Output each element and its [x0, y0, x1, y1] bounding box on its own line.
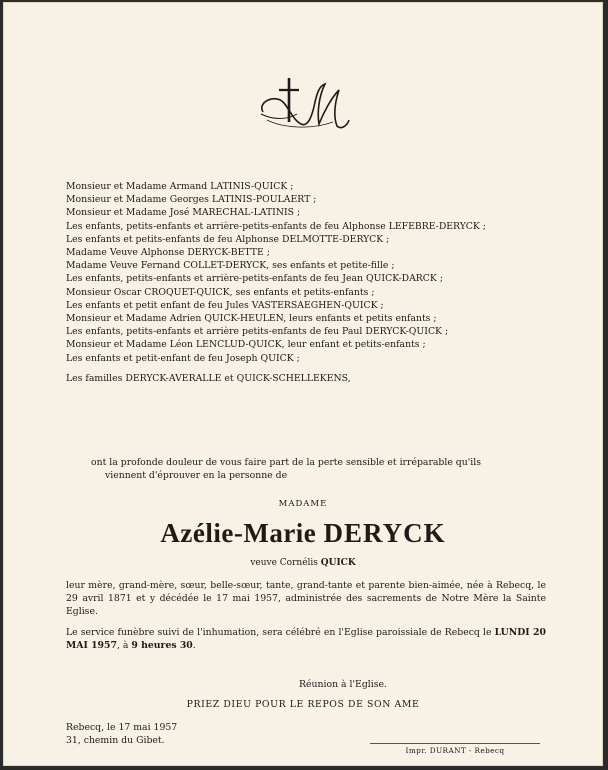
family-line-text: Monsieur et Madame Adrien [66, 313, 202, 325]
place-date-line: Rebecq, le 17 mai 1957 [66, 722, 178, 733]
honorific: MADAME [278, 499, 328, 509]
family-line [66, 325, 544, 338]
family-line-suffix: , leur enfant et petits-enfants ; [281, 339, 426, 351]
family-name: COLLET-DERYCK [183, 260, 267, 272]
family-line [66, 272, 544, 285]
service-text: Le service funèbre suivi de l'inhumation, sera célébré en l'Eglise paroissiale de Rebecq le [66, 626, 492, 638]
family-line-text: Les enfants et petits-enfants de feu Alphonse [66, 233, 280, 245]
family-line-text: Les enfants, petits-enfants et arrière-petits-enfants de feu Alphonse [66, 220, 386, 232]
family-line-text: Les enfants et petit-enfant de feu Joseph [66, 352, 258, 364]
families-suffix: , [347, 372, 351, 384]
family-name: DERYCK-QUICK [365, 326, 442, 338]
family-line [66, 220, 544, 233]
cross-monogram-icon [253, 72, 353, 142]
deceased-surname: DERYCK [323, 518, 446, 548]
printer-name: DURANT [429, 746, 467, 755]
families-line [66, 372, 544, 385]
family-name: QUICK-SCHELLEKENS [236, 372, 348, 384]
address-line: 31, chemin du Gibet. [66, 735, 165, 747]
family-line [66, 259, 544, 272]
printer-text: - Rebecq [468, 746, 505, 755]
deceased-name [3, 516, 603, 550]
family-name: QUICK-HEULEN [204, 313, 284, 325]
family-line-suffix: , ses enfants et petite-fille ; [266, 260, 395, 272]
family-line [66, 352, 544, 365]
service-paragraph [66, 626, 546, 652]
family-name: LATINIS-POULAERT [211, 194, 311, 206]
widow-of [3, 558, 603, 568]
family-line-text: Madame Veuve Fernand [66, 260, 181, 272]
service-time: 9 heures 30 [131, 639, 193, 651]
announcement [91, 456, 546, 482]
family-line-suffix: ; [436, 273, 443, 285]
family-line-text: Les enfants, petits-enfants et arrière-petits-enfants de feu Jean [66, 273, 363, 285]
widow-text: veuve Cornélis [250, 558, 318, 568]
family-line-suffix: , ses enfants et petits-enfants ; [229, 286, 375, 298]
family-line-suffix: ; [287, 181, 294, 192]
family-line-text: Monsieur et Madame José [66, 207, 190, 219]
family-line-text: Monsieur et Madame Léon [66, 339, 194, 351]
family-line-suffix: ; [383, 233, 390, 245]
family-name: DELMOTTE-DERYCK [282, 233, 384, 245]
family-line-text: Monsieur et Madame Georges [66, 194, 209, 206]
family-line-suffix: ; [294, 207, 301, 219]
family-line [66, 193, 544, 206]
printer-credit [370, 743, 540, 755]
family-line [66, 246, 544, 259]
place-and-date [66, 721, 177, 747]
family-name: QUICK [260, 352, 294, 364]
family-name: DERYCK-AVERALLE [125, 372, 222, 384]
family-line-suffix: ; [310, 194, 317, 206]
family-line-suffix: , leurs enfants et petits enfants ; [283, 313, 437, 325]
family-name: MARECHAL-LATINIS [192, 207, 295, 219]
announcement-line: viennent d'éprouver en la personne de [105, 470, 288, 482]
printer-text: Impr. [405, 746, 428, 755]
service-text: , à [116, 639, 129, 651]
family-line [66, 338, 544, 351]
family-line-suffix: ; [293, 352, 300, 364]
family-line-suffix: ; [479, 220, 486, 232]
widow-name: QUICK [320, 558, 356, 568]
family-line [66, 299, 544, 312]
family-line-text: Madame Veuve Alphonse [66, 247, 185, 259]
families-text: Les familles [66, 372, 123, 384]
family-line-suffix: ; [377, 299, 384, 311]
family-line [66, 233, 544, 246]
family-line-text: Monsieur et Madame Armand [66, 181, 208, 192]
family-name: LEFEBRE-DERYCK [388, 220, 480, 232]
family-name: QUICK-DARCK [365, 273, 437, 285]
family-list [66, 180, 544, 385]
deceased-given-name: Azélie-Marie [160, 518, 317, 548]
family-line-text: Les enfants et petit enfant de feu Jules [66, 299, 249, 311]
funeral-notice [3, 2, 603, 766]
family-line-suffix: ; [263, 247, 270, 259]
family-name: DERYCK-BETTE [187, 247, 264, 259]
family-name: LENCLUD-QUICK [196, 339, 282, 351]
family-line [66, 206, 544, 219]
life-paragraph: leur mère, grand-mère, sœur, belle-sœur, tante, grand-tante et parente bien-aimée, née à Rebecq, le 29 avril 1871 et y décédée le 17 mai 1957, administrée des sacrements de Notre Mère la Sainte Eglise. [66, 580, 546, 618]
family-name: VASTERSAEGHEN-QUICK [251, 299, 378, 311]
service-text: . [192, 639, 196, 651]
family-line-text: Les enfants, petits-enfants et arrière petits-enfants de feu Paul [66, 326, 363, 338]
family-line [66, 180, 544, 193]
families-conjunction: et [224, 372, 234, 384]
family-line [66, 286, 544, 299]
family-name: CROQUET-QUICK [144, 286, 230, 298]
family-line-text: Monsieur Oscar [66, 286, 142, 298]
reunion-note: Réunion à l'Eglise. [299, 679, 387, 690]
family-line [66, 312, 544, 325]
announcement-line: ont la profonde douleur de vous faire part de la perte sensible et irréparable qu'ils [91, 457, 482, 468]
service-date: LUNDI 20 MAI 1957 [66, 626, 546, 651]
family-line-suffix: ; [442, 326, 449, 338]
prayer-line: PRIEZ DIEU POUR LE REPOS DE SON AME [186, 699, 420, 710]
notice-body [66, 579, 546, 659]
family-name: LATINIS-QUICK [210, 181, 288, 192]
